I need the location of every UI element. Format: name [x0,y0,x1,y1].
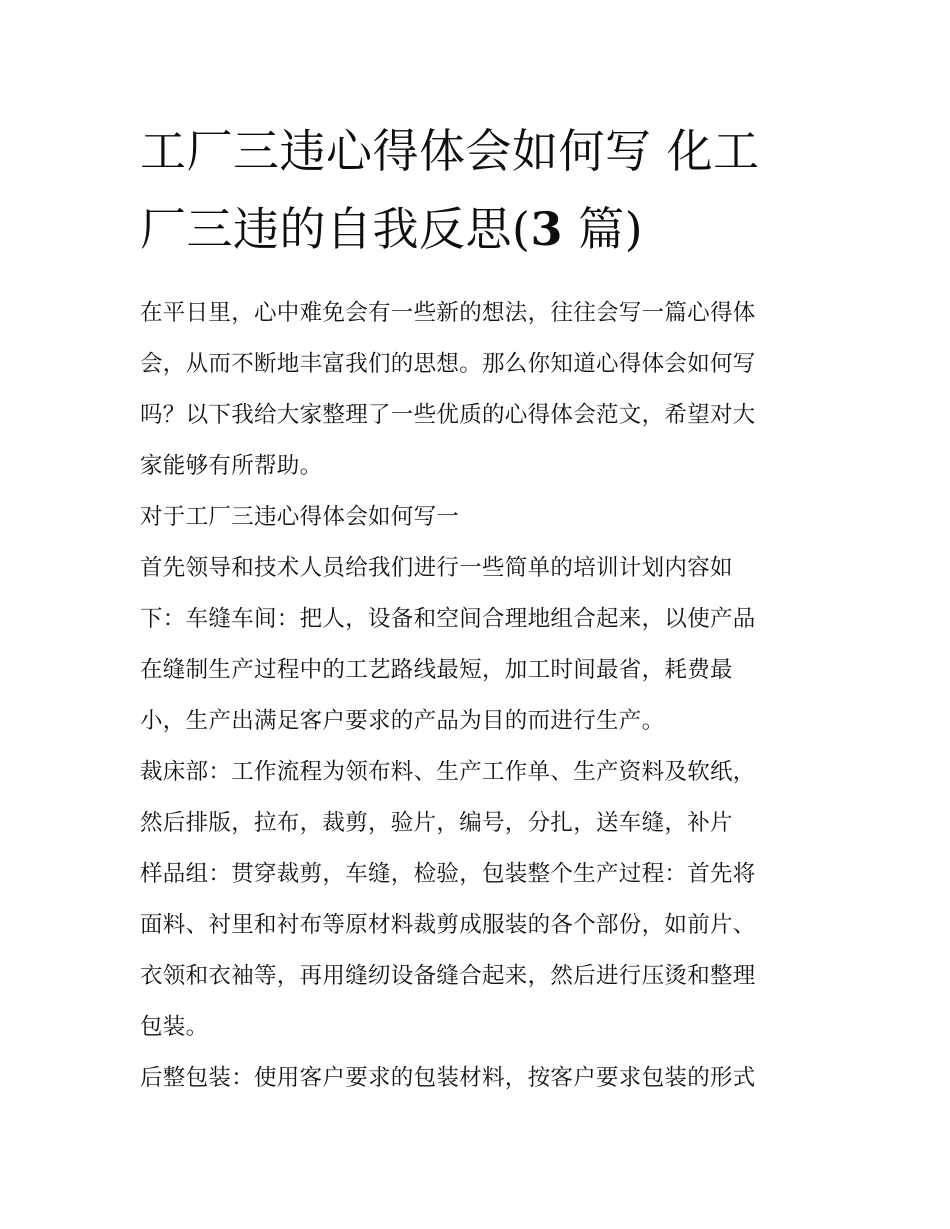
paragraph-line: 家能够有所帮助。 [140,453,323,479]
paragraph-line: 在缝制生产过程中的工艺路线最短，加工时间最省，耗费最 [140,657,733,683]
paragraph-training [140,543,812,747]
paragraph-line: 包装。 [140,1014,209,1040]
paragraph-line: 面料、衬里和衬布等原材料裁剪成服装的各个部份，如前片、 [140,912,756,938]
title-number: 3 [530,202,563,256]
section-heading-text: 对于工厂三违心得体会如何写一 [140,504,460,530]
section-heading [140,492,812,543]
paragraph-line: 首先领导和技术人员给我们进行一些简单的培训计划内容如 [140,555,733,581]
title-line-2-text: 厂三违的自我反思(3 篇) [140,202,644,256]
paragraph-line: 衣领和衣袖等，再用缝纫设备缝合起来，然后进行压烫和整理 [140,963,756,989]
paragraph-packaging [140,1053,812,1104]
paragraph-line: 吗？以下我给大家整理了一些优质的心得体会范文，希望对大 [140,402,756,428]
paragraph-line: 然后排版，拉布，裁剪，验片，编号，分扎，送车缝，补片 [140,810,733,836]
paragraph-intro [140,288,812,492]
paragraph-line: 下：车缝车间：把人，设备和空间合理地组合起来，以使产品 [140,606,756,632]
paragraph-cutting [140,747,812,1053]
title-spacer [140,268,812,288]
document-page [140,112,812,1104]
paragraph-line: 裁床部：工作流程为领布料、生产工作单、生产资料及软纸， [140,759,756,785]
paragraph-line: 小，生产出满足客户要求的产品为目的而进行生产。 [140,708,665,734]
paragraph-line: 样品组：贯穿裁剪，车缝，检验，包装整个生产过程：首先将 [140,861,756,887]
title-line-1: 工厂三违心得体会如何写 化工 [140,124,760,178]
title-line-2 [140,190,812,268]
document-title [140,112,812,268]
paragraph-line: 会，从而不断地丰富我们的思想。那么你知道心得体会如何写 [140,351,756,377]
paragraph-line: 在平日里，心中难免会有一些新的想法，往往会写一篇心得体 [140,300,756,326]
paragraph-line: 后整包装：使用客户要求的包装材料，按客户要求包装的形式 [140,1065,756,1091]
